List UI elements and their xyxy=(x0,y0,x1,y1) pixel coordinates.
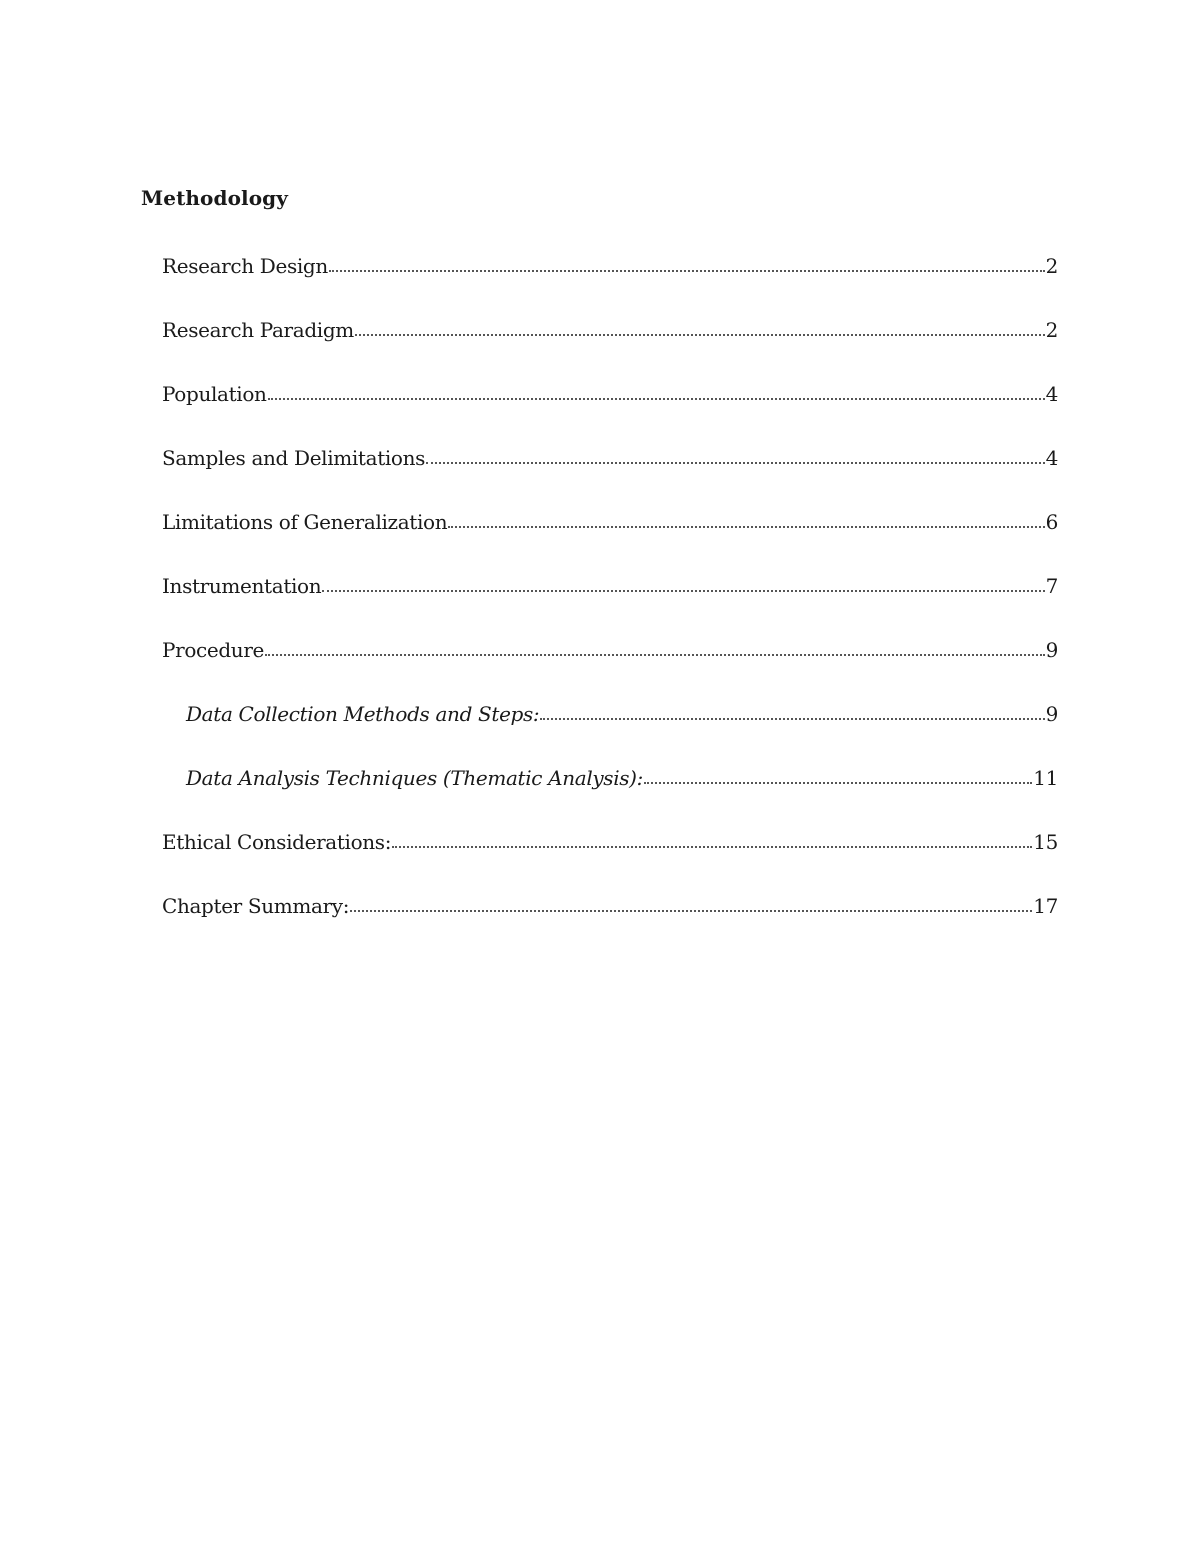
toc-entry-chapter-summary[interactable] xyxy=(162,893,1058,923)
toc-dot-leader xyxy=(350,895,1032,915)
toc-entry-page: 17 xyxy=(1033,894,1058,918)
toc-entry-title: Chapter Summary: xyxy=(162,894,350,918)
toc-dot-leader xyxy=(392,831,1032,851)
toc-dot-leader xyxy=(644,767,1032,787)
toc-heading: Methodology xyxy=(141,186,288,210)
toc-dot-leader xyxy=(448,511,1044,531)
toc-entry-research-design[interactable] xyxy=(162,253,1058,283)
toc-entry-title: Research Design xyxy=(162,254,328,278)
toc-dot-leader xyxy=(426,447,1045,467)
toc-entry-page: 11 xyxy=(1033,766,1058,790)
toc-dot-leader xyxy=(329,255,1045,275)
toc-entry-page: 2 xyxy=(1045,254,1058,278)
toc-entry-title: Instrumentation xyxy=(162,574,322,598)
toc-entry-data-analysis-techniques[interactable] xyxy=(186,765,1058,795)
toc-entry-title: Research Paradigm xyxy=(162,318,354,342)
toc-entry-title: Limitations of Generalization xyxy=(162,510,448,534)
toc-entry-title: Population xyxy=(162,382,267,406)
toc-entry-instrumentation[interactable] xyxy=(162,573,1058,603)
toc-dot-leader xyxy=(322,575,1044,595)
toc-entry-limitations-of-generalization[interactable] xyxy=(162,509,1058,539)
toc-entry-title: Samples and Delimitations xyxy=(162,446,426,470)
toc-entry-population[interactable] xyxy=(162,381,1058,411)
toc-dot-leader xyxy=(265,639,1045,659)
toc-dot-leader xyxy=(540,703,1044,723)
toc-entry-page: 9 xyxy=(1045,702,1058,726)
toc-entry-title: Procedure xyxy=(162,638,265,662)
toc-entry-research-paradigm[interactable] xyxy=(162,317,1058,347)
toc-entry-page: 6 xyxy=(1045,510,1058,534)
toc-entry-samples-and-delimitations[interactable] xyxy=(162,445,1058,475)
toc-entry-title: Ethical Considerations: xyxy=(162,830,392,854)
toc-dot-leader xyxy=(268,383,1045,403)
toc-entry-ethical-considerations[interactable] xyxy=(162,829,1058,859)
toc-entry-page: 15 xyxy=(1033,830,1058,854)
toc-entry-page: 2 xyxy=(1045,318,1058,342)
toc-entry-title: Data Analysis Techniques (Thematic Analysis): xyxy=(186,766,644,790)
toc-dot-leader xyxy=(355,319,1045,339)
toc-entry-title: Data Collection Methods and Steps: xyxy=(186,702,540,726)
toc-entry-page: 9 xyxy=(1045,638,1058,662)
toc-entry-page: 7 xyxy=(1045,574,1058,598)
toc-entry-data-collection-methods[interactable] xyxy=(186,701,1058,731)
toc-entry-procedure[interactable] xyxy=(162,637,1058,667)
toc-entry-page: 4 xyxy=(1045,382,1058,406)
toc-entry-page: 4 xyxy=(1045,446,1058,470)
